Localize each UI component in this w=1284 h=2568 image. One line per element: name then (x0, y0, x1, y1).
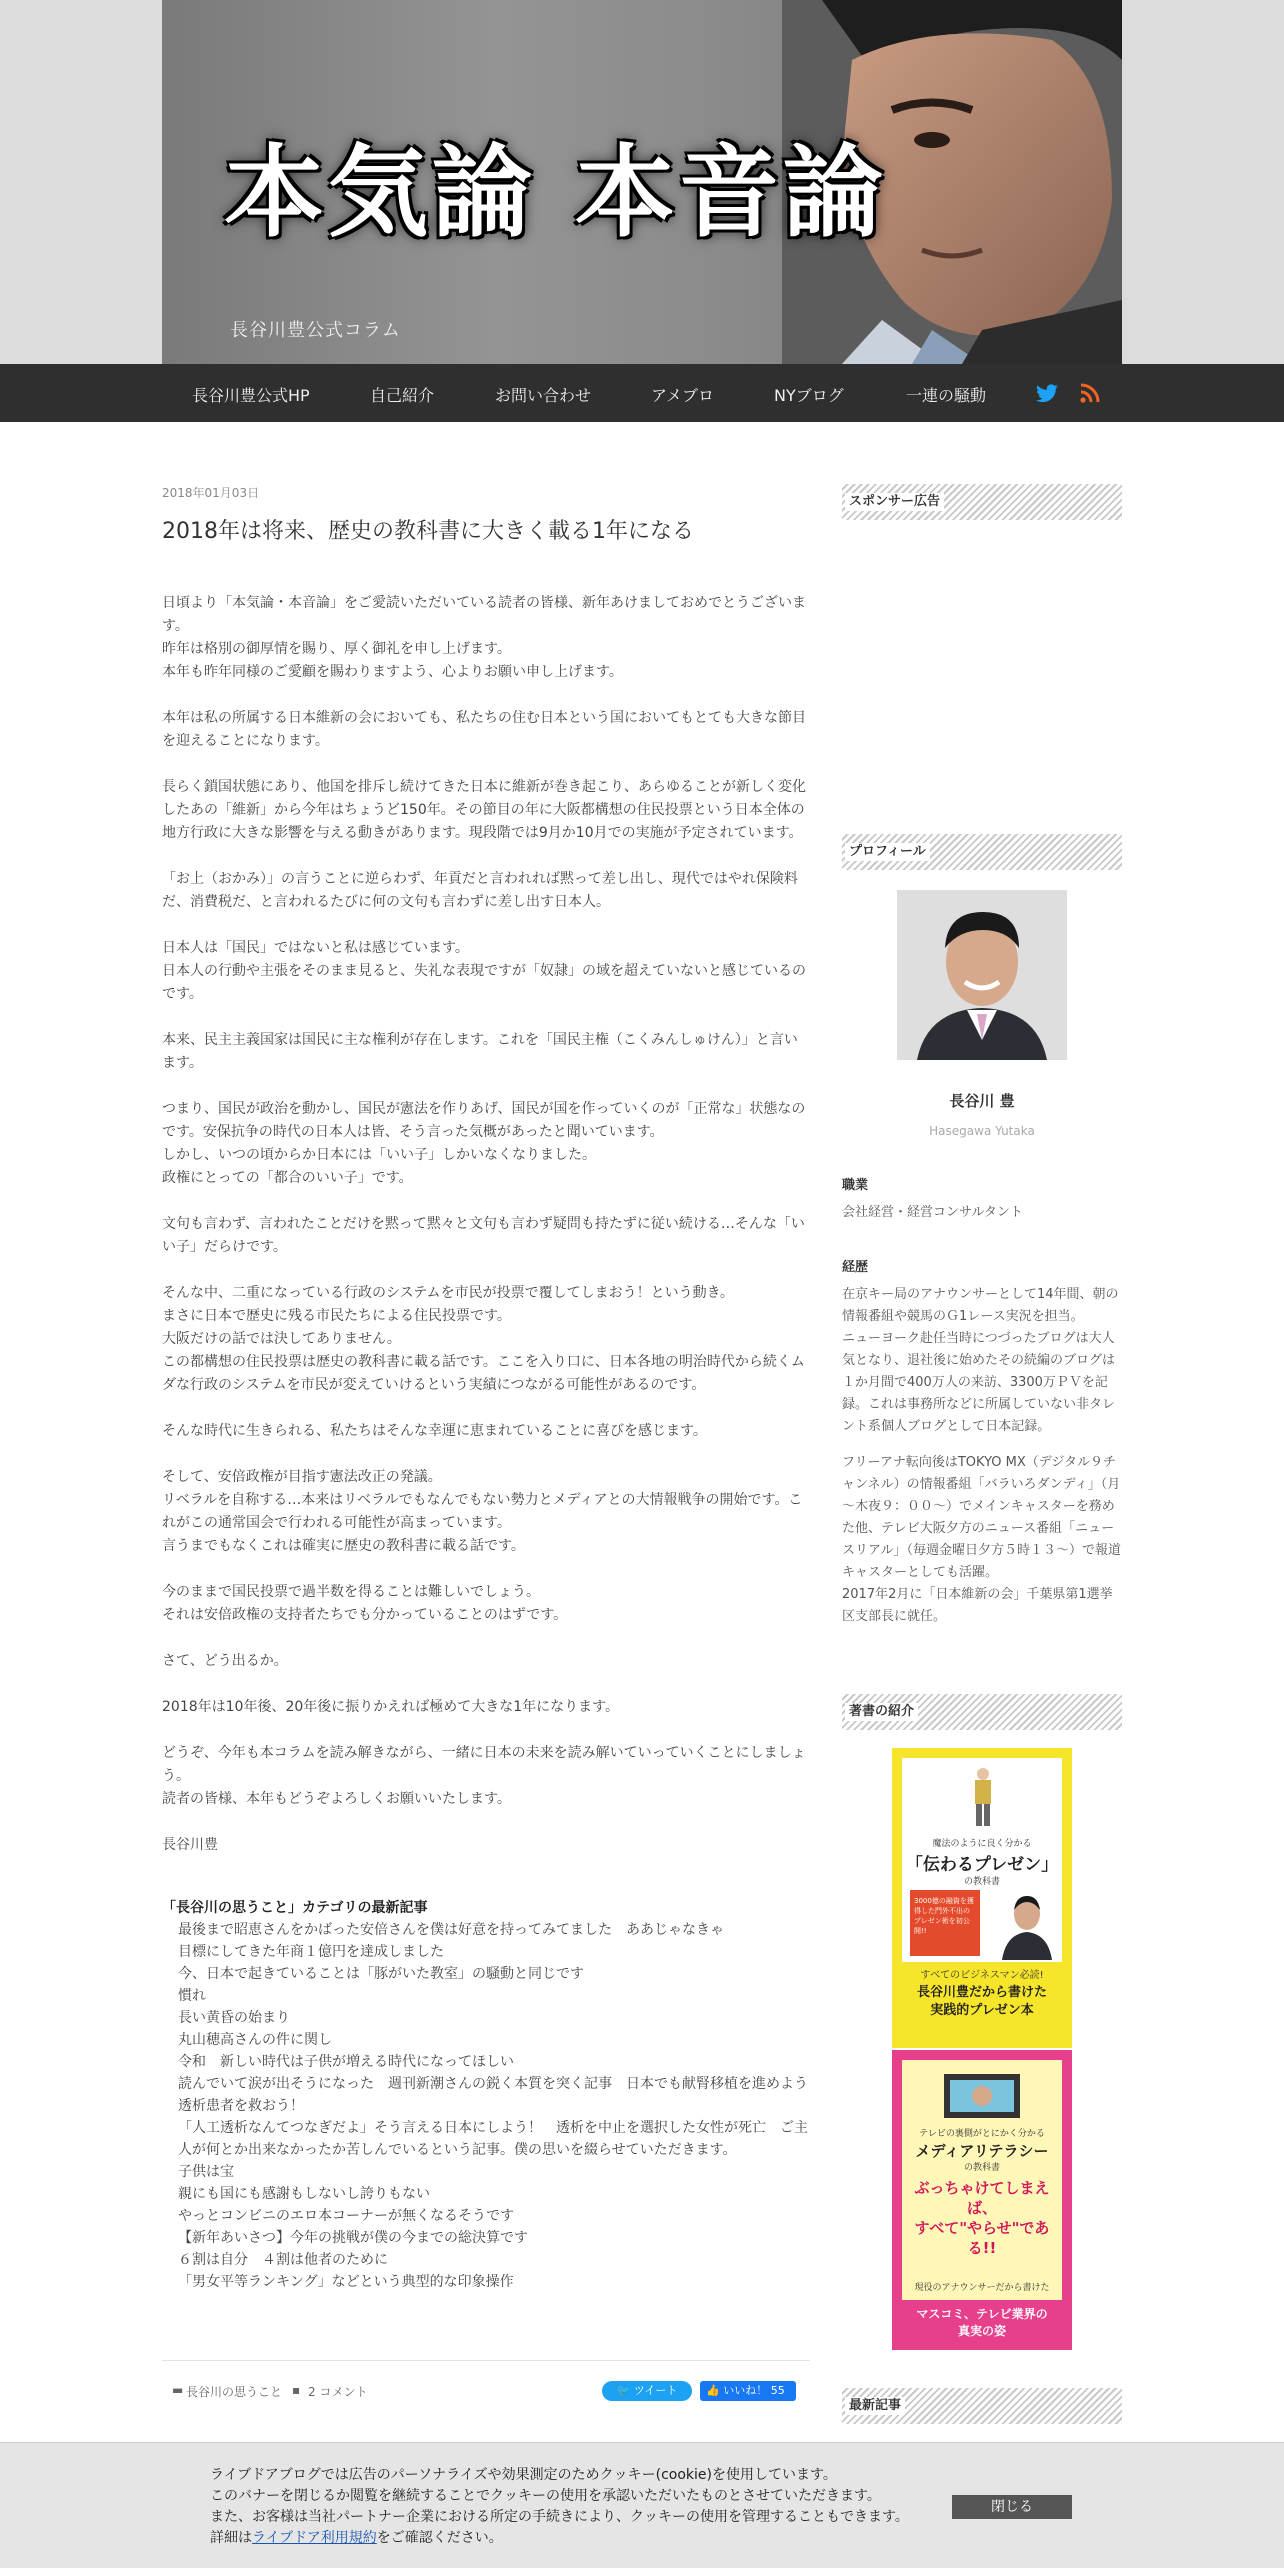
post-paragraph: 本来、民主主義国家は国民に主な権利が存在します。これを「国民主権（こくみんしゅけん）」と言います。 (162, 1031, 798, 1071)
post-body (162, 592, 810, 1857)
post-paragraph: そして、安倍政権が目指す憲法改正の発議。 リベラルを自称する…本来はリベラルでもなんでもない勢力とメディアとの大情報戦争の開始です。これがこの通常国会で行われる可能性が高まっています。 言うまでもなくこれは確実に歴史の教科書に載る話です。 (162, 1468, 803, 1554)
post-paragraph: そんな中、二重になっている行政のシステムを市民が投票で覆してしまおう！という動き。 まさに日本で歴史に残る市民たちによる住民投票です。 大阪だけの話では決してありません。 この都構想の住民投票は歴史の教科書に載る話です。ここを入り口に、日本各地の明治時代から続くムダな行政のシステムを市民が変えていけるという実績につながる可能性があるのです。 (162, 1284, 805, 1393)
related-article-link[interactable]: 慣れ (178, 1987, 206, 2004)
post-comments-link[interactable]: 2 コメント (308, 2385, 368, 2399)
related-article-link[interactable]: 【新年あいさつ】今年の挑戦が僕の今までの総決算です (178, 2229, 528, 2246)
nav-official-hp[interactable]: 長谷川豊公式HP (192, 386, 310, 405)
book-media-cover-top: テレビの裏側がとにかく分かる メディアリテラシー の教科書 ぶっちゃけてしまえば、 すべて"やらせ"である!! 現役のアナウンサーだから書けた (902, 2060, 1062, 2300)
career-text-2: フリーアナ転向後はTOKYO MX（デジタル９チャンネル）の情報番組「バラいろダンディ」（月～木夜９：００～）でメインキャスターを務めた他、テレビ大阪夕方のニュース番組「ニュースリアル」（毎週金曜日夕方５時１３～）で報道キャスターとしても活躍。 2017年2月に「日本維新の会」千葉県第1選挙区支部長に就任。 (842, 1455, 1121, 1624)
sidebar-books-heading: 著書の紹介 (842, 1694, 1122, 1730)
thumbs-up-icon: 👍 (706, 2384, 724, 2397)
rss-icon[interactable] (1078, 381, 1102, 405)
article (162, 484, 810, 2293)
post-title[interactable]: 2018年は将来、歴史の教科書に大きく載る1年になる (162, 519, 694, 544)
nav-ny-blog[interactable]: NYブログ (774, 386, 844, 405)
tweet-button[interactable]: 🐦 ツイート (602, 2381, 692, 2401)
related-article-link[interactable]: やっとコンビニのエロ本コーナーが無くなるそうです (178, 2207, 514, 2224)
profile-name: 長谷川 豊 (949, 1092, 1015, 1110)
book-presentation-cover-top: 魔法のように良く分かる 「伝わるプレゼン」 の教科書 3000億の融資を獲得した門外不出のプレゼン術を初公開!! (902, 1758, 1062, 1962)
post-paragraph: つまり、国民が政治を動かし、国民が憲法を作りあげ、国民が国を作っていくのが「正常な」状態なのです。安保抗争の時代の日本人は皆、そう言った気概があったと聞いています。 しかし、いつの頃からか日本には「いい子」しかいなくなりました。 政権にとっての「都合のいい子」です。 (162, 1100, 806, 1186)
facebook-like-button[interactable]: 👍 いいね！ 55 (700, 2381, 796, 2401)
career-text-1: 在京キー局のアナウンサーとして14年間、朝の情報番組や競馬のＧ1レース実況を担当。 ニューヨーク赴任当時につづったブログは大人気となり、退社後に始めたその続編のブログは１か月間で400万人の来訪、3300万ＰＶを記録。これは事務所などに所属していない非タレント系個人ブログとして日本記録。 (842, 1287, 1119, 1434)
related-title[interactable]: 「長谷川の思うこと」カテゴリの最新記事 (162, 1899, 428, 1916)
folder-icon: ▬ (172, 2383, 184, 2397)
related-article-link[interactable]: 読んでいて涙が出そうになった 週刊新潮さんの鋭く本質を突く記事 日本でも献腎移植を進めよう透析患者を救おう！ (178, 2075, 808, 2114)
site-title[interactable]: 本気論 本音論 (224, 133, 887, 251)
sidebar-profile-heading: プロフィール (842, 834, 1122, 870)
related-article-link[interactable]: 子供は宝 (178, 2163, 234, 2180)
nav-self-intro[interactable]: 自己紹介 (370, 386, 435, 405)
post-date: 2018年01月03日 (162, 486, 260, 500)
post-category-link[interactable]: 長谷川の思うこと (186, 2385, 283, 2399)
post-paragraph: 長谷川豊 (162, 1836, 218, 1853)
related-article-link[interactable]: 長い黄昏の始まり (178, 2009, 290, 2026)
twitter-icon[interactable] (1035, 381, 1059, 405)
profile-photo (897, 890, 1067, 1060)
post-paragraph: 日頃より「本気論・本音論」をご愛読いただいている読者の皆様、新年あけましておめでとうございます。 昨年は格別の御厚情を賜り、厚く御礼を申し上げます。 本年も昨年同様のご愛顧を賜わりますよう、心よりお願い申し上げます。 (162, 594, 806, 680)
post-paragraph: 文句も言わず、言われたことだけを黙って黙々と文句も言わず疑問も持たずに従い続ける…そんな「いい子」だらけです。 (162, 1215, 805, 1255)
post-paragraph: 長らく鎖国状態にあり、他国を排斥し続けてきた日本に維新が巻き起こり、あらゆることが新しく変化したあの「維新」から今年はちょうど150年。その節目の年に大阪都構想の住民投票という日本全体の地方行政に大きな影響を与える動きがあります。現段階では9月か10月での実施が予定されています。 (162, 778, 806, 841)
related-article-link[interactable]: 「男女平等ランキング」などという典型的な印象操作 (178, 2273, 514, 2290)
post-paragraph: どうぞ、今年も本コラムを読み解きながら、一緒に日本の未来を読み解いていっていくことにしましょう。 読者の皆様、本年もどうぞよろしくお願いいたします。 (162, 1744, 806, 1807)
post-paragraph: 2018年は10年後、20年後に振りかえれば極めて大きな1年になります。 (162, 1698, 620, 1715)
related-article-link[interactable]: 令和 新しい時代は子供が増える時代になってほしい (178, 2053, 514, 2070)
nav-ameblo[interactable]: アメブロ (651, 386, 715, 405)
post-paragraph: そんな時代に生きられる、私たちはそんな幸運に恵まれていることに喜びを感じます。 (162, 1422, 707, 1439)
nav-incident[interactable]: 一連の騒動 (906, 386, 987, 405)
related-article-link[interactable]: ６割は自分 ４割は他者のために (178, 2251, 388, 2268)
career-label: 経歴 (842, 1260, 869, 1275)
site-subtitle: 長谷川豊公式コラム (230, 320, 401, 341)
related-article-link[interactable]: 「人工透析なんてつなぎだよ」そう言える日本にしよう！ 透析を中止を選択した女性が死亡 ご主人が何とか出来なかったか苦しんでいるという記事。僕の思いを綴らせていただきます。 (178, 2119, 808, 2158)
post-paragraph: 今のままで国民投票で過半数を得ることは難しいでしょう。 それは安倍政権の支持者たちでも分かっていることのはずです。 (162, 1583, 568, 1623)
cookie-text: ライブドアブログでは広告のパーソナライズや効果測定のためクッキー(cookie)を使用しています。 このバナーを閉じるか閲覧を継続することでクッキーの使用を承認いただいたものとさせていただきます。 また、お客様は当社パートナー企業における所定の手続きにより、クッキーの使用を管理することもできます。 詳細はライブドア利用規約をご確認ください。 (210, 2467, 909, 2546)
book-presentation[interactable]: 魔法のように良く分かる 「伝わるプレゼン」 の教科書 3000億の融資を獲得した門外不出のプレゼン術を初公開!! すべてのビジネスマン必読! 長谷川豊だから書けた 実践的プレゼン本 (892, 1748, 1072, 2048)
related-article-link[interactable]: 親にも国にも感謝もしないし誇りもない (178, 2185, 430, 2202)
occupation-label: 職業 (842, 1178, 869, 1193)
presenter-figure-icon (968, 1766, 998, 1828)
sidebar-latest-heading: 最新記事 (842, 2388, 1122, 2424)
post-paragraph: さて、どう出るか。 (162, 1652, 288, 1669)
tv-camera-illustration-icon (942, 2066, 1022, 2122)
related-article-link[interactable]: 最後まで昭恵さんをかばった安倍さんを僕は好意を持ってみてました ああじゃなきゃ (178, 1921, 724, 1938)
cookie-close-button[interactable]: 閉じる (952, 2495, 1072, 2519)
related-article-link[interactable]: 丸山穂高さんの件に関し (178, 2031, 332, 2048)
book-media-literacy[interactable]: テレビの裏側がとにかく分かる メディアリテラシー の教科書 ぶっちゃけてしまえば、 すべて"やらせ"である!! 現役のアナウンサーだから書けた マスコミ、テレビ業界の 真実の姿 (892, 2050, 1072, 2350)
comment-icon: ▪ (292, 2383, 301, 2397)
post-paragraph: 「お上（おかみ）」の言うことに逆らわず、年貢だと言われれば黙って差し出し、現代ではやれ保険料だ、消費税だ、と言われるたびに何の文句も言わずに差し出す日本人。 (162, 870, 798, 910)
post-paragraph: 日本人は「国民」ではないと私は感じています。 日本人の行動や主張をそのまま見ると、失礼な表現ですが「奴隷」の域を超えていないと感じているのです。 (162, 939, 806, 1002)
post-footer (162, 2360, 810, 2416)
cookie-banner (0, 2442, 1284, 2568)
author-photo-book1 (998, 1890, 1056, 1960)
post-paragraph: 本年は私の所属する日本維新の会においても、私たちの住む日本という国においてもとても大きな節目を迎えることになります。 (162, 709, 806, 749)
global-nav (0, 364, 1284, 422)
terms-link[interactable]: ライブドア利用規約 (252, 2530, 377, 2546)
related-list (162, 1919, 810, 2293)
related-article-link[interactable]: 目標にしてきた年商１億円を達成しました (178, 1943, 444, 1960)
tweet-icon: 🐦 (616, 2384, 634, 2397)
related-article-link[interactable]: 今、日本で起きていることは「豚がいた教室」の騒動と同じです (178, 1965, 584, 1982)
profile-romaji: Hasegawa Yutaka (929, 1124, 1035, 1138)
sidebar-sponsor-heading: スポンサー広告 (842, 484, 1122, 520)
site-header[interactable] (162, 0, 1122, 364)
nav-contact[interactable]: お問い合わせ (495, 386, 592, 405)
occupation-text: 会社経営・経営コンサルタント (842, 1205, 1023, 1220)
related-articles (162, 1897, 810, 2293)
